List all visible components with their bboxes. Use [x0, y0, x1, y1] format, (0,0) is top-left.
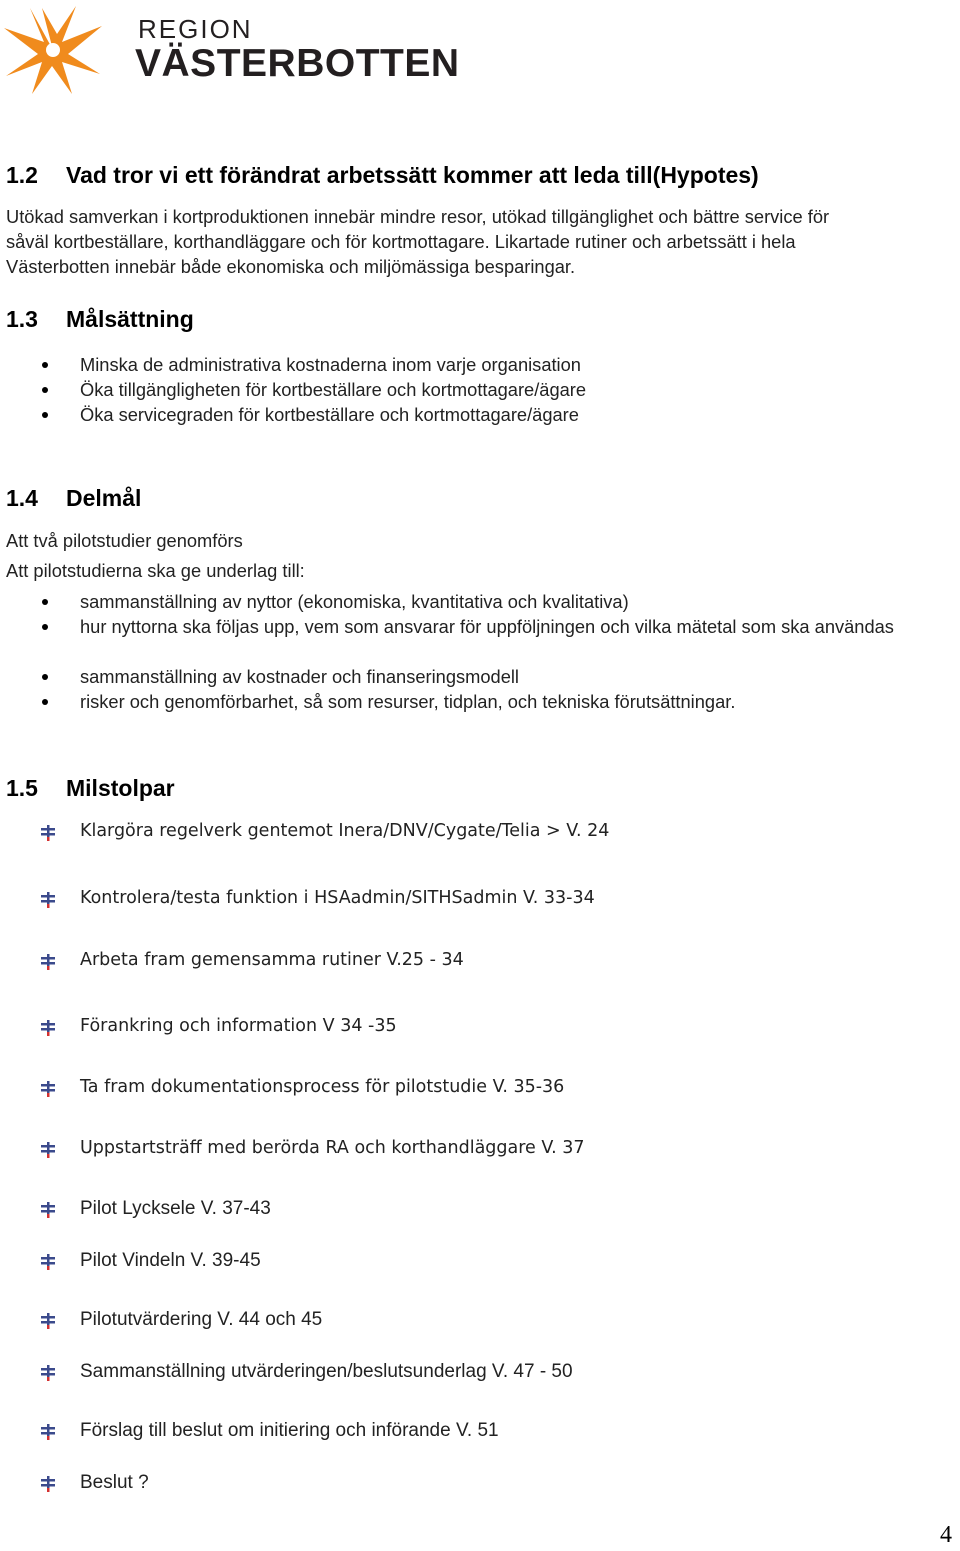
heading-title: Vad tror vi ett förändrat arbetssätt kommer att leda till(Hypotes) — [66, 162, 759, 188]
bullet-icon — [42, 699, 48, 705]
milestone-bullet-icon — [41, 1254, 59, 1270]
paragraph-line: Utökad samverkan i kortproduktionen innebär mindre resor, utökad tillgänglighet och bättre service för — [6, 206, 830, 227]
heading-1-2 — [6, 162, 759, 189]
bullet-icon — [42, 362, 48, 368]
bullet-icon — [42, 599, 48, 605]
logo-region-text: REGION — [138, 14, 253, 44]
milestone-bullet-icon — [41, 1020, 59, 1036]
milestone-bullet-icon — [41, 1476, 59, 1492]
bullet-icon — [42, 387, 48, 393]
bullet-icon — [42, 412, 48, 418]
heading-number: 1.4 — [6, 485, 38, 511]
milestone-item: Pilotutvärdering V. 44 och 45 — [0, 1309, 960, 1339]
intro-line: Att två pilotstudier genomförs — [6, 530, 243, 551]
page-number: 4 — [940, 1522, 952, 1548]
intro-line: Att pilotstudierna ska ge underlag till: — [6, 560, 305, 581]
heading-number: 1.2 — [6, 162, 38, 188]
heading-title: Delmål — [66, 485, 142, 511]
bullet-icon — [42, 674, 48, 680]
paragraph-line: såväl kortbeställare, korthandläggare och för kortmottagare. Likartade rutiner och arbetssätt i hela — [6, 231, 796, 252]
heading-1-3 — [6, 306, 194, 333]
milestone-item: Kontrolera/testa funktion i HSAadmin/SITHSadmin V. 33-34 — [0, 888, 960, 918]
milestone-item: Beslut ? — [0, 1472, 960, 1502]
milestone-item: Klargöra regelverk gentemot Inera/DNV/Cygate/Telia > V. 24 — [0, 821, 960, 851]
milestone-item: Arbeta fram gemensamma rutiner V.25 - 34 — [0, 950, 960, 980]
heading-number: 1.3 — [6, 306, 38, 332]
milestone-item: Förankring och information V 34 -35 — [0, 1016, 960, 1046]
heading-title: Målsättning — [66, 306, 194, 332]
milestone-bullet-icon — [41, 1142, 59, 1158]
milestone-item: Sammanställning utvärderingen/beslutsunderlag V. 47 - 50 — [0, 1361, 960, 1391]
paragraph-line: Västerbotten innebär både ekonomiska och miljömässiga besparingar. — [6, 256, 576, 277]
milestone-item: Pilot Vindeln V. 39-45 — [0, 1250, 960, 1280]
heading-title: Milstolpar — [66, 775, 175, 801]
milestone-bullet-icon — [41, 1365, 59, 1381]
milestone-item: Ta fram dokumentationsprocess för pilotstudie V. 35-36 — [0, 1077, 960, 1107]
milestone-bullet-icon — [41, 1424, 59, 1440]
logo-name-text: VÄSTERBOTTEN — [135, 42, 460, 85]
star-logo-icon — [2, 4, 104, 96]
bullet-icon — [42, 624, 48, 630]
heading-1-4 — [6, 485, 141, 512]
milestone-bullet-icon — [41, 954, 59, 970]
region-vasterbotten-logo — [0, 0, 460, 100]
milestone-item: Uppstartsträff med berörda RA och korthandläggare V. 37 — [0, 1138, 960, 1168]
milestone-bullet-icon — [41, 1313, 59, 1329]
heading-1-5 — [6, 775, 175, 802]
milestone-bullet-icon — [41, 1081, 59, 1097]
milestone-item: Förslag till beslut om initiering och införande V. 51 — [0, 1420, 960, 1450]
milestone-bullet-icon — [41, 825, 59, 841]
milestone-bullet-icon — [41, 892, 59, 908]
heading-number: 1.5 — [6, 775, 38, 801]
milestone-bullet-icon — [41, 1202, 59, 1218]
milestone-item: Pilot Lycksele V. 37-43 — [0, 1198, 960, 1228]
